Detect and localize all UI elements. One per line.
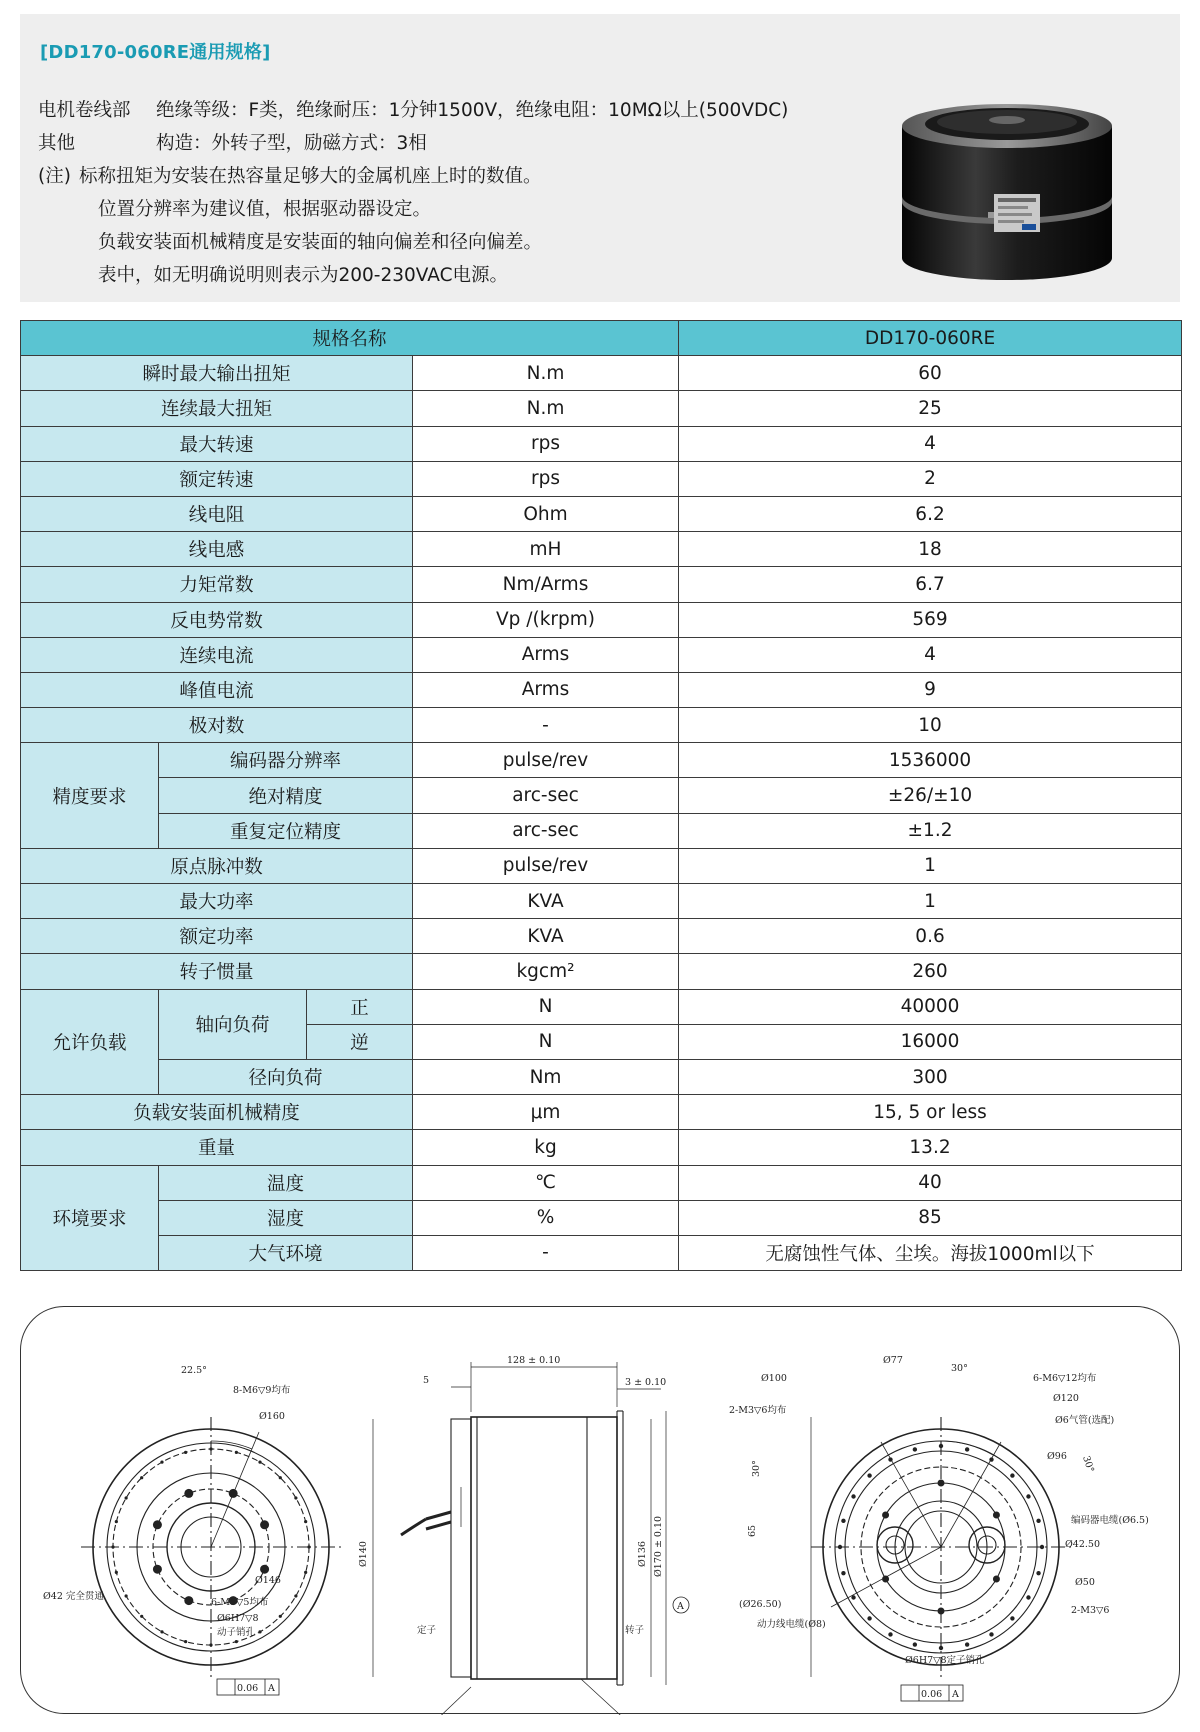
row-name: 绝对精度: [159, 778, 413, 813]
row-unit: μm: [413, 1095, 679, 1130]
rear-view-drawing: [811, 1417, 1071, 1677]
rim-hole-mark: [851, 1494, 855, 1498]
table-row: [21, 391, 1182, 426]
rim-hole-mark: [125, 1496, 128, 1499]
row-name: 正: [307, 989, 413, 1024]
row-value: 15, 5 or less: [679, 1095, 1182, 1130]
row-value: 60: [679, 356, 1182, 391]
row-unit: Vp /(krpm): [413, 602, 679, 637]
bolt-hole-mark: [882, 1576, 889, 1583]
bolt-hole-mark: [882, 1512, 889, 1519]
note-line: 位置分辨率为建议值，根据驱动器设定。: [98, 199, 432, 220]
rear-tolerance-ref: A: [952, 1689, 959, 1700]
row-name: 峰值电流: [21, 672, 413, 707]
rear-d4250-label: Ø42.50: [1065, 1539, 1100, 1550]
table-head: [21, 321, 1182, 356]
row-name: 连续最大扭矩: [21, 391, 413, 426]
front-holes-label: 8-M6▽9均布: [233, 1385, 291, 1396]
row-unit: Nm: [413, 1059, 679, 1094]
spec-table: [20, 320, 1182, 1271]
rim-hole-mark: [888, 1632, 892, 1636]
rim-hole-mark: [841, 1571, 845, 1575]
rim-hole-mark: [304, 1520, 307, 1523]
spec-header-panel: [20, 14, 1180, 302]
row-value: 16000: [679, 1024, 1182, 1059]
row-unit: pulse/rev: [413, 743, 679, 778]
row-name: 湿度: [159, 1200, 413, 1235]
row-name: 反电势常数: [21, 602, 413, 637]
rim-hole-mark: [258, 1461, 261, 1464]
front-angle-label: 22.5°: [181, 1365, 207, 1376]
front-d42-label: Ø42 完全贯通: [43, 1591, 104, 1602]
bolt-hole-mark: [184, 1489, 193, 1498]
rear-pin-label: Ø6H7▽8定子销孔: [905, 1655, 985, 1666]
table-row: [21, 708, 1182, 743]
rim-hole-mark: [115, 1520, 118, 1523]
bolt-hole-mark: [229, 1489, 238, 1498]
head-spec-name: 规格名称: [21, 321, 679, 356]
rim-hole-mark: [160, 1461, 163, 1464]
row-name: 转子惯量: [21, 954, 413, 989]
rear-d100-label: Ø100: [761, 1373, 787, 1384]
row-value: 1: [679, 884, 1182, 919]
row-name: 大气环境: [159, 1235, 413, 1270]
note-line-winding: [38, 94, 788, 127]
table-row: [21, 743, 1182, 778]
note-text: 构造：外转子型，励磁方式：3相: [156, 133, 427, 154]
row-value: 1: [679, 848, 1182, 883]
front-tolerance-ref: A: [268, 1683, 275, 1694]
rim-hole-mark: [307, 1545, 310, 1548]
row-unit: N: [413, 1024, 679, 1059]
row-value: 1536000: [679, 743, 1182, 778]
front-m5-label: 6-M5▽5均布: [211, 1597, 269, 1608]
rim-hole-mark: [1036, 1571, 1040, 1575]
row-value: 4: [679, 637, 1182, 672]
row-value: ±26/±10: [679, 778, 1182, 813]
bolt-hole-mark: [938, 1608, 945, 1615]
rear-cable-label: 编码器电缆(Ø6.5): [1071, 1515, 1149, 1526]
bolt-hole-mark: [993, 1512, 1000, 1519]
rear-h65-label: 65: [747, 1524, 758, 1537]
row-name: 力矩常数: [21, 567, 413, 602]
note-label: (注): [38, 166, 71, 187]
table-row: [21, 884, 1182, 919]
row-unit: -: [413, 708, 679, 743]
side-d136-label: Ø136: [637, 1541, 648, 1567]
row-unit: KVA: [413, 919, 679, 954]
row-unit: KVA: [413, 884, 679, 919]
row-unit: kgcm²: [413, 954, 679, 989]
row-value: 300: [679, 1059, 1182, 1094]
spec-title: [DD170-060RE通用规格]: [40, 42, 271, 63]
note-label: 电机卷线部: [38, 100, 131, 121]
dimension-drawings: [21, 1307, 1181, 1715]
rim-hole-mark: [235, 1640, 238, 1643]
row-value: 0.6: [679, 919, 1182, 954]
rim-hole-mark: [125, 1594, 128, 1597]
rim-hole-mark: [160, 1630, 163, 1633]
bolt-hole-mark: [260, 1520, 269, 1529]
rim-hole-mark: [140, 1476, 143, 1479]
side-width-label: 128 ± 0.10: [507, 1355, 561, 1366]
rim-hole-mark: [184, 1640, 187, 1643]
bolt-hole-mark: [184, 1596, 193, 1605]
table-row: [21, 1059, 1182, 1094]
rear-air-label: Ø6气管(选配): [1055, 1415, 1115, 1426]
rear-tolerance-value: 0.06: [921, 1689, 943, 1700]
rim-hole-mark: [965, 1642, 969, 1646]
bolt-hole-mark: [260, 1565, 269, 1574]
row-name: 重量: [21, 1130, 413, 1165]
rim-hole-mark: [294, 1594, 297, 1597]
row-unit: -: [413, 1235, 679, 1270]
row-name: 原点脉冲数: [21, 848, 413, 883]
row-unit: Arms: [413, 672, 679, 707]
row-unit: kg: [413, 1130, 679, 1165]
rear-d26-label: (Ø26.50): [739, 1599, 782, 1610]
bolt-hole-mark: [153, 1520, 162, 1529]
row-unit: Ohm: [413, 496, 679, 531]
table-row: [21, 426, 1182, 461]
table-row: [21, 1235, 1182, 1270]
side-d170-label: Ø170 ± 0.10: [653, 1515, 664, 1577]
dimension-drawing-panel: [20, 1306, 1180, 1714]
row-value: 6.7: [679, 567, 1182, 602]
rear-angle3-label: 30°: [1080, 1454, 1096, 1474]
row-name: 最大转速: [21, 426, 413, 461]
row-value: 无腐蚀性气体、尘埃。海拔1000ml以下: [679, 1235, 1182, 1270]
table-row: [21, 356, 1182, 391]
side-step-label: 5: [423, 1375, 430, 1386]
rear-d50-label: Ø50: [1075, 1577, 1095, 1588]
rear-m3b-label: 2-M3▽6: [1071, 1605, 1110, 1616]
row-value: 40: [679, 1165, 1182, 1200]
rim-hole-mark: [1040, 1545, 1044, 1549]
row-name: 逆: [307, 1024, 413, 1059]
note-line: 负载安装面机械精度是安装面的轴向偏差和径向偏差。: [98, 232, 543, 253]
rim-hole-mark: [838, 1545, 842, 1549]
row-value: 18: [679, 532, 1182, 567]
rear-m3a-label: 2-M3▽6均布: [729, 1405, 787, 1416]
front-pin-label: Ø6H7▽8: [217, 1613, 259, 1624]
rim-hole-mark: [989, 1457, 993, 1461]
rear-d120-label: Ø120: [1053, 1393, 1079, 1404]
front-d160-label: Ø160: [259, 1411, 285, 1422]
rim-hole-mark: [867, 1473, 871, 1477]
table-row: [21, 1095, 1182, 1130]
row-unit: %: [413, 1200, 679, 1235]
side-view-drawing: [373, 1362, 689, 1715]
rear-m6-label: 6-M6▽12均布: [1033, 1373, 1097, 1384]
rim-hole-mark: [279, 1476, 282, 1479]
table-row: [21, 1165, 1182, 1200]
bolt-hole-mark: [938, 1480, 945, 1487]
row-name: 额定转速: [21, 461, 413, 496]
rim-hole-mark: [1036, 1519, 1040, 1523]
row-name: 最大功率: [21, 884, 413, 919]
motor-photo-icon: [892, 86, 1122, 286]
row-name: 径向负荷: [159, 1059, 413, 1094]
rear-power-label: 动力线电缆(Ø8): [757, 1619, 826, 1630]
rim-hole-mark: [939, 1444, 943, 1448]
group-environment: 环境要求: [21, 1165, 159, 1271]
rim-hole-mark: [184, 1451, 187, 1454]
row-unit: pulse/rev: [413, 848, 679, 883]
row-unit: arc-sec: [413, 813, 679, 848]
rim-hole-mark: [851, 1595, 855, 1599]
rim-hole-mark: [235, 1451, 238, 1454]
group-precision: 精度要求: [21, 743, 159, 849]
rim-hole-mark: [939, 1646, 943, 1650]
row-name: 极对数: [21, 708, 413, 743]
row-value: 25: [679, 391, 1182, 426]
row-unit: Arms: [413, 637, 679, 672]
note-line-remark: [38, 160, 788, 193]
front-tolerance-value: 0.06: [237, 1683, 259, 1694]
side-datum-label: A: [677, 1601, 684, 1612]
rim-hole-mark: [209, 1447, 212, 1450]
table-row: [21, 532, 1182, 567]
rear-d96-label: Ø96: [1047, 1451, 1067, 1462]
rim-hole-mark: [258, 1630, 261, 1633]
rear-angle-label: 30°: [951, 1363, 968, 1374]
table-row: [21, 496, 1182, 531]
row-name: 瞬时最大输出扭矩: [21, 356, 413, 391]
bolt-hole-mark: [993, 1576, 1000, 1583]
row-unit: rps: [413, 426, 679, 461]
rim-hole-mark: [1026, 1595, 1030, 1599]
table-row: [21, 672, 1182, 707]
row-name: 温度: [159, 1165, 413, 1200]
row-value: 40000: [679, 989, 1182, 1024]
table-row: [21, 989, 1182, 1024]
rim-hole-mark: [1026, 1494, 1030, 1498]
table-row: [21, 919, 1182, 954]
note-line-other: [38, 127, 788, 160]
note-label: 其他: [38, 133, 76, 154]
rim-hole-mark: [965, 1447, 969, 1451]
table-row: [21, 1200, 1182, 1235]
rim-hole-mark: [867, 1616, 871, 1620]
rim-hole-mark: [279, 1615, 282, 1618]
rim-hole-mark: [140, 1615, 143, 1618]
side-right-label: 3 ± 0.10: [625, 1377, 667, 1388]
row-name: 额定功率: [21, 919, 413, 954]
row-value: ±1.2: [679, 813, 1182, 848]
side-rotor-label: 转子: [625, 1625, 645, 1636]
note-text: 绝缘等级：F类，绝缘耐压：1分钟1500V，绝缘电阻：10MΩ以上(500VDC): [156, 100, 789, 121]
table-row: [21, 1130, 1182, 1165]
row-value: 260: [679, 954, 1182, 989]
row-name: 线电感: [21, 532, 413, 567]
table-row: [21, 778, 1182, 813]
row-value: 6.2: [679, 496, 1182, 531]
table-row: [21, 813, 1182, 848]
row-value: 2: [679, 461, 1182, 496]
rim-hole-mark: [913, 1447, 917, 1451]
row-value: 13.2: [679, 1130, 1182, 1165]
note-line: 表中，如无明确说明则表示为200-230VAC电源。: [98, 265, 509, 286]
front-d146-label: Ø146: [255, 1575, 281, 1586]
group-load: 允许负载: [21, 989, 159, 1095]
row-name: 负载安装面机械精度: [21, 1095, 413, 1130]
row-value: 10: [679, 708, 1182, 743]
rim-hole-mark: [1010, 1616, 1014, 1620]
rim-hole-mark: [209, 1643, 212, 1646]
row-name: 编码器分辨率: [159, 743, 413, 778]
bolt-hole-mark: [153, 1565, 162, 1574]
front-view-drawing: [81, 1417, 341, 1677]
rim-hole-mark: [294, 1496, 297, 1499]
row-unit: N.m: [413, 391, 679, 426]
table-row: [21, 567, 1182, 602]
rim-hole-mark: [111, 1545, 114, 1548]
side-stator-label: 定子: [417, 1625, 437, 1636]
table-row: [21, 461, 1182, 496]
row-unit: arc-sec: [413, 778, 679, 813]
row-name: 线电阻: [21, 496, 413, 531]
rim-hole-mark: [115, 1571, 118, 1574]
rim-hole-mark: [989, 1632, 993, 1636]
table-row: [21, 637, 1182, 672]
row-unit: N.m: [413, 356, 679, 391]
row-unit: Nm/Arms: [413, 567, 679, 602]
rear-d77-label: Ø77: [883, 1355, 903, 1366]
rear-angle2-label: 30°: [751, 1460, 762, 1477]
row-value: 9: [679, 672, 1182, 707]
rim-hole-mark: [913, 1642, 917, 1646]
row-unit: N: [413, 989, 679, 1024]
row-name: 连续电流: [21, 637, 413, 672]
side-d140-label: Ø140: [358, 1541, 369, 1567]
front-pin-caption: 动子销孔: [217, 1627, 256, 1638]
rim-hole-mark: [841, 1519, 845, 1523]
row-unit: mH: [413, 532, 679, 567]
table-row: [21, 602, 1182, 637]
rim-hole-mark: [304, 1571, 307, 1574]
row-unit: rps: [413, 461, 679, 496]
table-row: [21, 848, 1182, 883]
spec-notes: [38, 94, 788, 292]
note-text: 标称扭矩为安装在热容量足够大的金属机座上时的数值。: [78, 166, 542, 187]
axial-load-label: 轴向负荷: [159, 989, 307, 1059]
row-value: 85: [679, 1200, 1182, 1235]
table-row: [21, 954, 1182, 989]
rim-hole-mark: [888, 1457, 892, 1461]
row-value: 4: [679, 426, 1182, 461]
row-value: 569: [679, 602, 1182, 637]
rim-hole-mark: [1010, 1473, 1014, 1477]
row-unit: ℃: [413, 1165, 679, 1200]
head-model: DD170-060RE: [679, 321, 1182, 356]
row-name: 重复定位精度: [159, 813, 413, 848]
